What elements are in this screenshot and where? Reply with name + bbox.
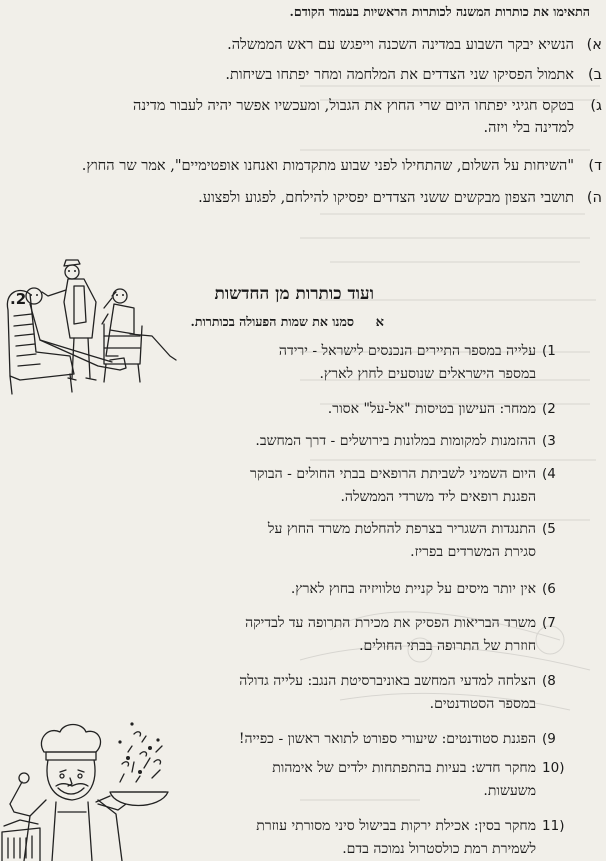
list-item-number <box>542 670 592 716</box>
item-number: (11 <box>542 818 565 834</box>
item-text-line: חוזרת של התרופה בבתי החולים. <box>359 638 536 654</box>
item-text: אין יותר מיסים על קניית טלוויזיה בחוץ לארץ. <box>290 581 536 597</box>
list-item <box>160 518 536 564</box>
item-number: 4) <box>542 466 556 482</box>
item-text: ממחר: העישון בטיסות "אל-על" אסור. <box>327 401 536 417</box>
item-number: (10 <box>542 760 565 776</box>
list-item <box>170 728 536 751</box>
instruction-text: סמנו את שמות הפעולה בכותרות. <box>190 314 354 329</box>
item-number: 2) <box>542 401 556 417</box>
item-text-line: עלייה במספר התיירים הנכנסים לישראל - ירידה <box>278 343 536 359</box>
list-item <box>120 612 536 658</box>
item-number: 6) <box>542 581 556 597</box>
list-item <box>180 340 536 386</box>
subheading-item <box>14 155 602 177</box>
list-item-number <box>542 430 592 453</box>
item-text: הנשיא יבקר השבוע במדינה השכנה וייפגש עם ראש הממשלה. <box>227 37 574 53</box>
list-item <box>180 815 536 861</box>
item-text-line: הצלחה למדעי המחשב באוניברסיטת הנגב: עלייה גדולה <box>239 673 536 689</box>
subheading-item <box>14 95 602 139</box>
item-number: 1) <box>542 343 556 359</box>
exercise-heading: התאימו את כותרות המשנה לכותרות הראשיות בעמוד הקודם. <box>289 4 590 19</box>
item-marker: ג) <box>590 98 602 114</box>
item-text-line: משרד הבריאות הפסיק את מכירת התרופה עד לבדיקה <box>245 615 536 631</box>
item-text-line: היום השמיני לשביתת הרופאים בבתי החולים - הבוקר <box>249 466 536 482</box>
list-item-number <box>542 728 592 751</box>
item-text-line: התנגדות השגריר בצרפת להחלטת משרד החוץ על <box>267 521 536 537</box>
item-text-line: הפגנת רופאים ליד משרדי הממשלה. <box>340 489 536 505</box>
list-item-number <box>542 463 592 509</box>
section-number: .2 <box>10 290 27 308</box>
list-item <box>180 398 536 421</box>
item-text-line: סגירת המשרדים בפריז. <box>410 544 536 560</box>
item-text: "השיחות על השלום, שהתחילו לפני שבוע מתקדמות ואנחנו אופטימיים", אמר שר החוץ. <box>81 158 574 174</box>
item-text-line: מחקר חדש: בעיות בהתפתחות ילדים של אימהות <box>272 760 536 776</box>
item-text-line: לשמירת רמת כולסטרול נמוכה בדם. <box>342 841 536 857</box>
subheading-item <box>14 34 602 56</box>
item-marker: א) <box>586 37 602 53</box>
item-text-line: למדינה בלי ויזה. <box>483 120 574 136</box>
list-item-number <box>542 398 592 421</box>
item-text: תושבי הצפון מבקשים ששני הצדדים יפסיקו להילחם, לפגוע ולפצוע. <box>198 190 574 206</box>
subheading-item <box>14 64 602 86</box>
list-item <box>180 757 536 803</box>
item-marker: ה) <box>586 190 602 206</box>
list-item-number <box>542 340 592 386</box>
item-text-line: מחקר בסין: אכילת ירקות בבישול סיני מסורתי עוזרת <box>256 818 536 834</box>
item-text-line: במספר הישראלים שנוסעים לחוץ לארץ. <box>319 366 536 382</box>
list-item-number <box>542 518 592 564</box>
list-item <box>130 430 536 453</box>
list-item-number <box>542 757 592 803</box>
item-text-line: במספר הסטודנטים. <box>429 696 536 712</box>
item-number: 9) <box>542 731 556 747</box>
list-item <box>130 463 536 509</box>
item-number: 3) <box>542 433 556 449</box>
item-marker: ב) <box>587 67 602 83</box>
item-number: 5) <box>542 521 556 537</box>
item-number: 8) <box>542 673 556 689</box>
list-item <box>150 670 536 716</box>
subheading-item <box>14 187 602 209</box>
item-text: ההזמנות למקומות במלונות בירושלים - דרך המחשב. <box>255 433 536 449</box>
chef-cooking-illustration <box>0 712 182 861</box>
item-number: 7) <box>542 615 556 631</box>
item-text: הפגנת סטודנטים: שיעורי ספורט לתואר ראשון - כפייה! <box>238 731 536 747</box>
section-title: ועוד כותרות מן החדשות <box>214 284 374 304</box>
item-marker: ד) <box>588 158 602 174</box>
list-item-number <box>542 815 592 861</box>
hospital-visit-illustration <box>0 252 178 402</box>
subsection-marker: א <box>375 315 384 330</box>
list-item-number <box>542 612 592 658</box>
item-text-line: בטקס חגיגי יפתחו היום שרי החוץ את הגבול, ומעכשיו אפשר יהיה לעבור מדינה <box>133 98 574 114</box>
item-text-line: משעשות. <box>483 783 536 799</box>
list-item-number <box>542 578 592 601</box>
list-item <box>180 578 536 601</box>
item-text: אתמול הפסיקו שני הצדדים את המלחמה ומחר יפתחו בשיחות. <box>225 67 574 83</box>
